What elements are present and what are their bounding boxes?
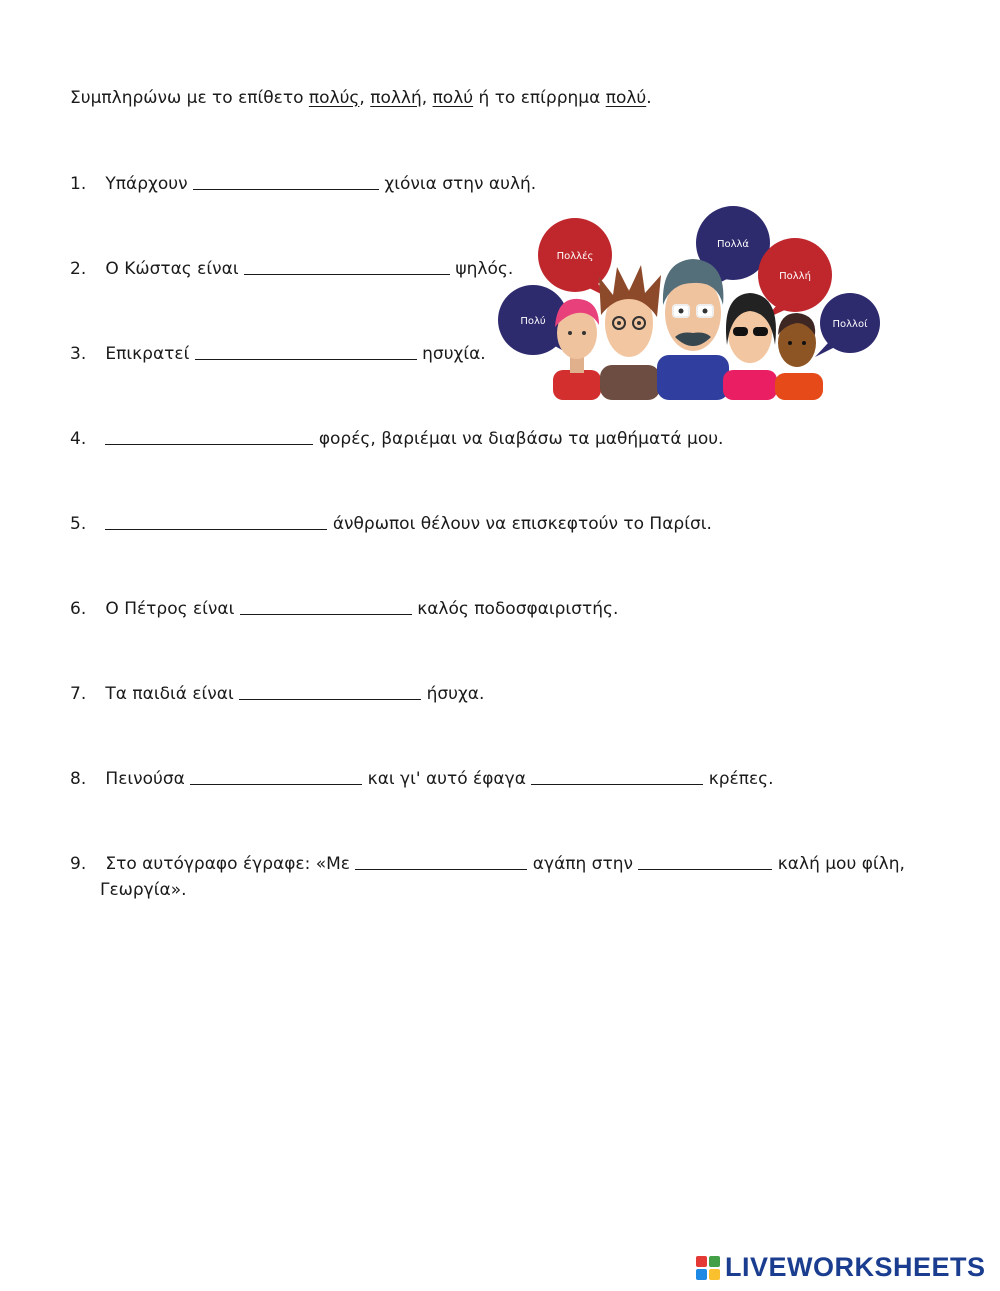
item-number: 1.: [70, 174, 87, 194]
item-text-after: ψηλός.: [455, 259, 514, 279]
item-text-before: Τα παιδιά είναι: [105, 684, 234, 704]
item-text-after: ησυχία.: [422, 344, 486, 364]
exercise-item-4: [70, 429, 723, 449]
bubble-label: Πολύ: [520, 316, 546, 327]
item-text-after: καλός ποδοσφαιριστής.: [417, 599, 619, 619]
instruction-prefix: Συμπληρώνω με το επίθετο: [70, 88, 304, 108]
item-text-after: φορές, βαριέμαι να διαβάσω τα μαθήματά μου.: [318, 429, 724, 449]
instruction-end: .: [646, 88, 652, 108]
person-glasses-beard: [657, 259, 729, 400]
exercise-item-8: [70, 769, 774, 789]
bubble-label: Πολλές: [556, 251, 594, 262]
item-number: 6.: [70, 599, 87, 619]
item-number: 8.: [70, 769, 87, 789]
word-polli: πολλή: [370, 88, 422, 108]
item-text-before: Υπάρχουν: [105, 174, 188, 194]
item-text-after: άνθρωποι θέλουν να επισκεφτούν το Παρίσι.: [332, 514, 712, 534]
logo-square: [696, 1269, 707, 1280]
item-text-before: Πεινούσα: [105, 769, 185, 789]
exercise-item-9: [70, 854, 905, 874]
item-number: 2.: [70, 259, 87, 279]
item-text-before: Ο Πέτρος είναι: [105, 599, 235, 619]
item-text-middle: και γι' αυτό έφαγα: [367, 769, 526, 789]
exercise-item-5: [70, 514, 712, 534]
logo-square: [709, 1256, 720, 1267]
item-text-after: χιόνια στην αυλή.: [384, 174, 537, 194]
instruction-middle: ή το επίρρημα: [478, 88, 601, 108]
logo-square: [709, 1269, 720, 1280]
exercise-item-1: [70, 174, 536, 194]
speech-bubble-polloi: [815, 293, 880, 357]
person-spiky-hair: [599, 265, 661, 400]
item-number: 5.: [70, 514, 87, 534]
item-text-after: ήσυχα.: [426, 684, 485, 704]
exercise-item-3: [70, 344, 486, 364]
item-number: 7.: [70, 684, 87, 704]
word-polys: πολύς: [308, 88, 360, 108]
logo-square: [696, 1256, 707, 1267]
item-text-after: καλή μου φίλη,: [777, 854, 905, 874]
item-text-before: Ο Κώστας είναι: [105, 259, 239, 279]
item-number: 9.: [70, 854, 87, 874]
separator: ,: [421, 88, 428, 108]
people-speech-bubbles-illustration: [495, 205, 885, 400]
item-number: 3.: [70, 344, 87, 364]
exercise-item-7: [70, 684, 484, 704]
logo-squares: [696, 1256, 720, 1280]
bubble-label: Πολλά: [716, 239, 750, 250]
item-text-middle: αγάπη στην: [532, 854, 633, 874]
instruction: [70, 88, 652, 108]
separator: ,: [359, 88, 365, 108]
person-sunglasses: [723, 293, 777, 400]
item-text-after: κρέπες.: [708, 769, 774, 789]
liveworksheets-logo: [696, 1252, 986, 1283]
exercise-item-2: [70, 259, 513, 279]
item-number: 4.: [70, 429, 87, 449]
word-poly: πολύ: [432, 88, 474, 108]
item-text-before: Στο αυτόγραφο έγραφε: «Με: [105, 854, 350, 874]
exercise-item-6: [70, 599, 618, 619]
logo-text: LIVEWORKSHEETS: [725, 1252, 986, 1282]
item-text-before: Επικρατεί: [105, 344, 190, 364]
bubble-label: Πολλοί: [832, 319, 868, 330]
item-9-continuation: Γεωργία».: [100, 880, 187, 900]
bubble-label: Πολλή: [779, 271, 811, 282]
word-poly-adverb: πολύ: [605, 88, 647, 108]
person-pink-hair: [553, 299, 601, 400]
